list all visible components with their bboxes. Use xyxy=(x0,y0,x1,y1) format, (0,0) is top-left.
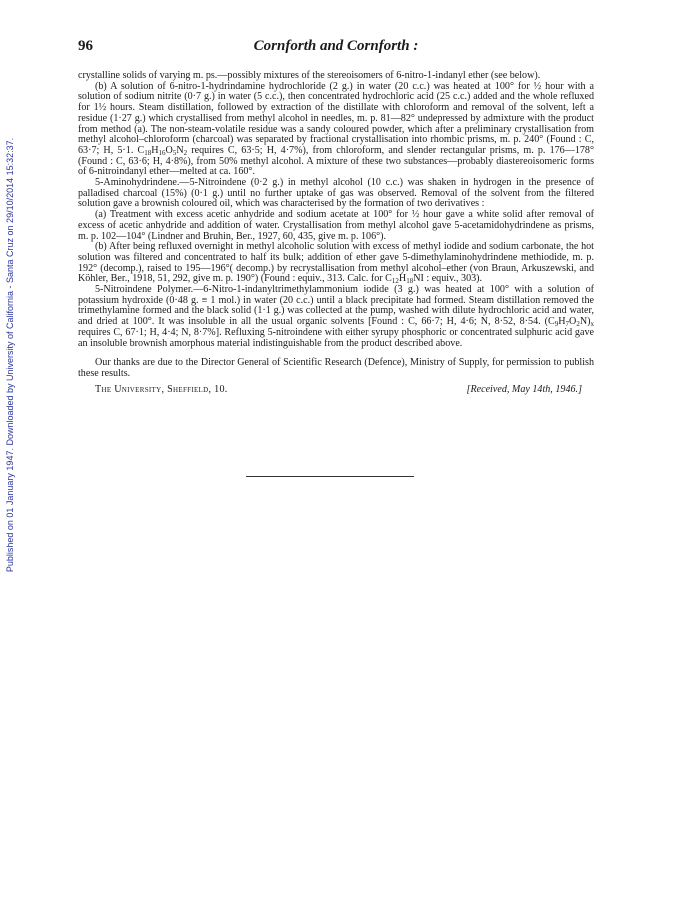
formula-sub-c: 18 xyxy=(144,148,152,157)
formula-c: C xyxy=(137,144,145,156)
running-title: Cornforth and Cornforth : xyxy=(253,38,419,54)
paragraph-1: crystalline solids of varying m. ps.—possibly mixtures of the stereoisomers of 6-nitro-1-indanyl ether (see below). xyxy=(78,70,541,81)
paragraph-2 xyxy=(78,82,594,178)
formula-h: H xyxy=(151,144,159,156)
formula-sub-c: 12 xyxy=(391,277,399,286)
formula-sub-o: 2 xyxy=(576,320,580,329)
end-rule xyxy=(246,476,414,477)
formula-sub-x: x xyxy=(590,320,594,329)
formula-sub-n: 2 xyxy=(183,148,188,157)
formula-o: O xyxy=(165,144,173,156)
formula-sub-h: 16 xyxy=(158,148,166,157)
paragraph-2-tail: requires C, 63·5; H, 4·7%), from chloroform, and slender rectangular prisms, m. p. 176—178° (Found : C, 63·6; H, 4·8%), from 50% methyl alcohol. A mixture of these two substances—probably diastereoisomeric forms of 6-nitroindanyl ether—melted at ca. 160°. xyxy=(78,144,594,178)
paragraph-5-tail: NI : equiv., 303). xyxy=(413,273,483,285)
paragraph-6-tail: requires C, 67·1; H, 4·4; N, 8·7%]. Refluxing 5-nitroindene with either syrupy phosphoric or concentrated sulphuric acid gave an insoluble brownish amorphous material indistinguishable from the product described above. xyxy=(78,326,594,349)
formula-n: N xyxy=(176,144,184,156)
formula-sub-h: 18 xyxy=(406,277,414,286)
acknowledgement: Our thanks are due to the Director General of Scientific Research (Defence), Ministry of Supply, for permission to publish these results. xyxy=(78,357,594,379)
paragraph-3: 5-Aminohydrindene.—5-Nitroindene (0·2 g.) in methyl alcohol (10 c.c.) was shaken in hydrogen in the presence of palladised charcoal (15%) (0·1 g.) until no further uptake of gas was observed. Removal of the solvent from the filtered solution gave a brownish coloured oil, which was characterised by the formation of two derivatives : xyxy=(78,177,594,210)
page-number: 96 xyxy=(78,38,93,54)
formula-sub-c: 9 xyxy=(554,320,559,329)
formula-o: O xyxy=(569,316,577,328)
paragraph-2-text: (b) A solution of 6-nitro-1-hydrindamine hydrochloride (2 g.) in water (20 c.c.) was heated at 100° for ½ hour with a solution of sodium nitrite (0·7 g.) in water (5 c.c.), then concentrated hydrochloric acid (25 c.c.) added and the whole refluxed for 1½ hours. Steam distillation, followed by extraction of the distillate with chloroform and removal of the solvent, left a residue (1·27 g.) which crystallised from methyl alcohol in needles, m. p. 81—82° undepressed by admixture with the product from method (a). The non-steam-volatile residue was a sandy coloured powder, which after a preliminary crystallisation from methyl alcohol–chloroform (charcoal) was separated by fractional crystallisation into rhombic prisms, m. p. 240° (Found : C, 63·7; H, 5·1. xyxy=(78,80,594,156)
formula-n: N) xyxy=(579,316,591,328)
paragraph-5-text: (b) After being refluxed overnight in methyl alcoholic solution with excess of methyl iodide and sodium carbonate, the hot solution was filtered and concentrated to half its bulk; addition of ether gave 5-dimethylaminohydrindene methiodide, m. p. 192° (decomp.), raised to 195—196°( decomp.) by recrystallisation from methyl alcohol–ether (von Braun, Arkuszewski, and Köhler, Ber., 1918, 51, 292, give m. p. 190°) (Found : equiv., 313. Calc. for C xyxy=(78,241,594,285)
page-header xyxy=(78,38,594,58)
formula-sub-o: 5 xyxy=(172,148,177,157)
received-date: [Received, May 14th, 1946.] xyxy=(466,383,582,395)
article-body xyxy=(78,71,594,397)
paragraph-5 xyxy=(78,242,594,285)
download-notice-text: Published on 01 January 1947. Downloaded by University of California - Santa Cruz on 29/10/2014 15:32:37. xyxy=(5,137,15,573)
formula-h: H xyxy=(398,273,407,285)
paragraph-4: (a) Treatment with excess acetic anhydride and sodium acetate at 100° for ½ hour gave a white solid after removal of excess of acetic anhydride and addition of water. Crystallisation from methyl alcohol gave 5-acetamidohydrindene as prisms, m. p. 102—104° (Lindner and Bruhin, Ber., 1927, 60, 435, give m. p. 106°). xyxy=(78,209,594,242)
formula-sub-h: 7 xyxy=(565,320,570,329)
paragraph-6-text: 5-Nitroindene Polymer.—6-Nitro-1-indanyltrimethylammonium iodide (3 g.) was heated at 100° with a solution of potassium hydroxide (0·48 g. ≡ 1 mol.) in water (20 c.c.) until a black precipitate had formed. Steam distillation removed the trimethylamine formed and the black solid (1·1 g.) was collected at the pump, washed with dilute hydrochloric acid and water, and dried at 100°. It was insoluble in all the usual organic solvents [Found : C, 66·7; H, 4·6; N, 8·52, 8·54. (C xyxy=(78,284,594,328)
paragraph-6 xyxy=(78,285,594,349)
signature-line xyxy=(78,385,594,397)
download-notice xyxy=(3,120,17,590)
formula-h: H xyxy=(558,316,566,328)
institution: The University, Sheffield, 10. xyxy=(95,383,228,395)
